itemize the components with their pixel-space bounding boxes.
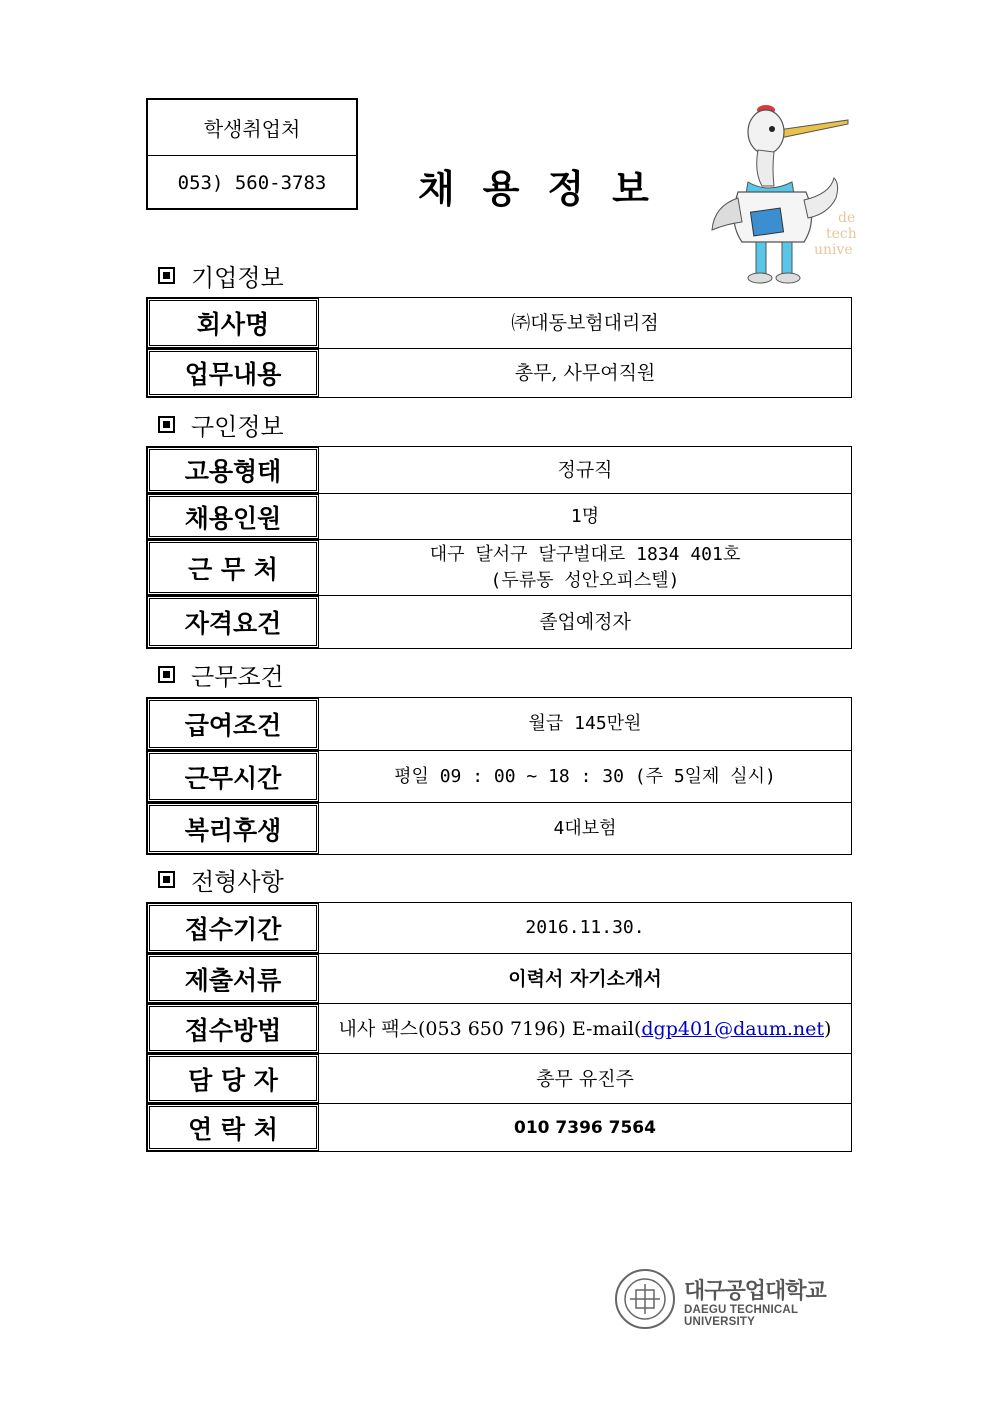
row-label: 접수방법 bbox=[147, 1004, 319, 1053]
application-method-value bbox=[319, 1004, 851, 1053]
application-method-prefix: 내사 팩스(053 650 7196) E-mail( bbox=[338, 1017, 642, 1040]
table-row bbox=[147, 802, 851, 854]
workplace-line-2: (두류동 성안오피스텔) bbox=[490, 569, 680, 591]
contact-box bbox=[146, 98, 358, 210]
row-label: 자격요건 bbox=[147, 596, 319, 648]
section-heading-company: 기업정보 bbox=[158, 258, 284, 293]
work-hours-value: 평일 09 : 00 ~ 18 : 30 (주 5일제 실시) bbox=[394, 765, 776, 787]
row-label: 채용인원 bbox=[147, 494, 319, 539]
workplace-line-1: 대구 달서구 달구벌대로 1834 401호 bbox=[429, 543, 741, 565]
employment-type-value: 정규직 bbox=[557, 459, 613, 481]
square-bullet-icon bbox=[158, 267, 175, 284]
row-label: 근 무 처 bbox=[147, 540, 319, 595]
mascot-text-2: tech bbox=[826, 226, 857, 242]
row-label: 담 당 자 bbox=[147, 1054, 319, 1103]
table-row bbox=[147, 750, 851, 802]
square-bullet-icon bbox=[158, 666, 175, 683]
process-table bbox=[146, 902, 852, 1152]
row-label: 제출서류 bbox=[147, 954, 319, 1003]
university-name-korean: 대구공업대학교 bbox=[684, 1279, 826, 1304]
workplace-value bbox=[319, 540, 851, 595]
company-name-value: ㈜대동보험대리점 bbox=[511, 312, 659, 334]
university-logo bbox=[614, 1268, 854, 1332]
benefits-value: 4대보험 bbox=[553, 817, 617, 839]
mascot-crane-image bbox=[708, 102, 856, 287]
table-row bbox=[147, 903, 851, 953]
recruit-table bbox=[146, 446, 852, 649]
documents-value: 이력서 자기소개서 bbox=[508, 967, 662, 990]
mascot-text-1: de bbox=[838, 210, 856, 226]
manager-value: 총무 유진주 bbox=[536, 1067, 634, 1090]
salary-value: 월급 145만원 bbox=[528, 713, 642, 734]
row-label: 연 락 처 bbox=[147, 1104, 319, 1151]
mascot-text-3: unive bbox=[814, 242, 853, 258]
row-label: 근무시간 bbox=[147, 751, 319, 802]
table-row bbox=[147, 1053, 851, 1103]
page-title: 채용정보 bbox=[418, 167, 677, 211]
company-table bbox=[146, 297, 852, 398]
contact-label: 학생취업처 bbox=[148, 100, 356, 156]
row-label: 고용형태 bbox=[147, 447, 319, 493]
application-period-value: 2016.11.30. bbox=[525, 917, 645, 938]
table-row bbox=[147, 348, 851, 397]
square-bullet-icon bbox=[158, 871, 175, 888]
table-row bbox=[147, 447, 851, 493]
section-heading-recruit: 구인정보 bbox=[158, 407, 284, 442]
table-row bbox=[147, 1103, 851, 1151]
table-row bbox=[147, 595, 851, 648]
table-row bbox=[147, 953, 851, 1003]
section-heading-conditions: 근무조건 bbox=[158, 657, 284, 692]
table-row bbox=[147, 698, 851, 750]
headcount-value: 1명 bbox=[570, 505, 600, 527]
section-heading-process: 전형사항 bbox=[158, 862, 284, 897]
table-row bbox=[147, 298, 851, 348]
row-label: 접수기간 bbox=[147, 903, 319, 953]
table-row bbox=[147, 493, 851, 539]
row-label: 업무내용 bbox=[147, 349, 319, 397]
row-label: 회사명 bbox=[147, 298, 319, 348]
row-label: 복리후생 bbox=[147, 803, 319, 854]
table-row bbox=[147, 1003, 851, 1053]
job-duty-value: 총무, 사무여직원 bbox=[514, 362, 656, 384]
application-method-suffix: ) bbox=[824, 1017, 832, 1040]
table-row bbox=[147, 539, 851, 595]
row-label: 급여조건 bbox=[147, 698, 319, 750]
qualification-value: 졸업예정자 bbox=[539, 611, 631, 633]
contact-phone: 053) 560-3783 bbox=[177, 171, 327, 194]
email-link[interactable]: dgp401@daum.net bbox=[641, 1017, 825, 1040]
university-seal-icon bbox=[614, 1268, 676, 1330]
contact-number-value: 010 7396 7564 bbox=[514, 1117, 656, 1138]
square-bullet-icon bbox=[158, 416, 175, 433]
university-name-english: DAEGU TECHNICAL UNIVERSITY bbox=[684, 1304, 798, 1328]
conditions-table bbox=[146, 697, 852, 855]
